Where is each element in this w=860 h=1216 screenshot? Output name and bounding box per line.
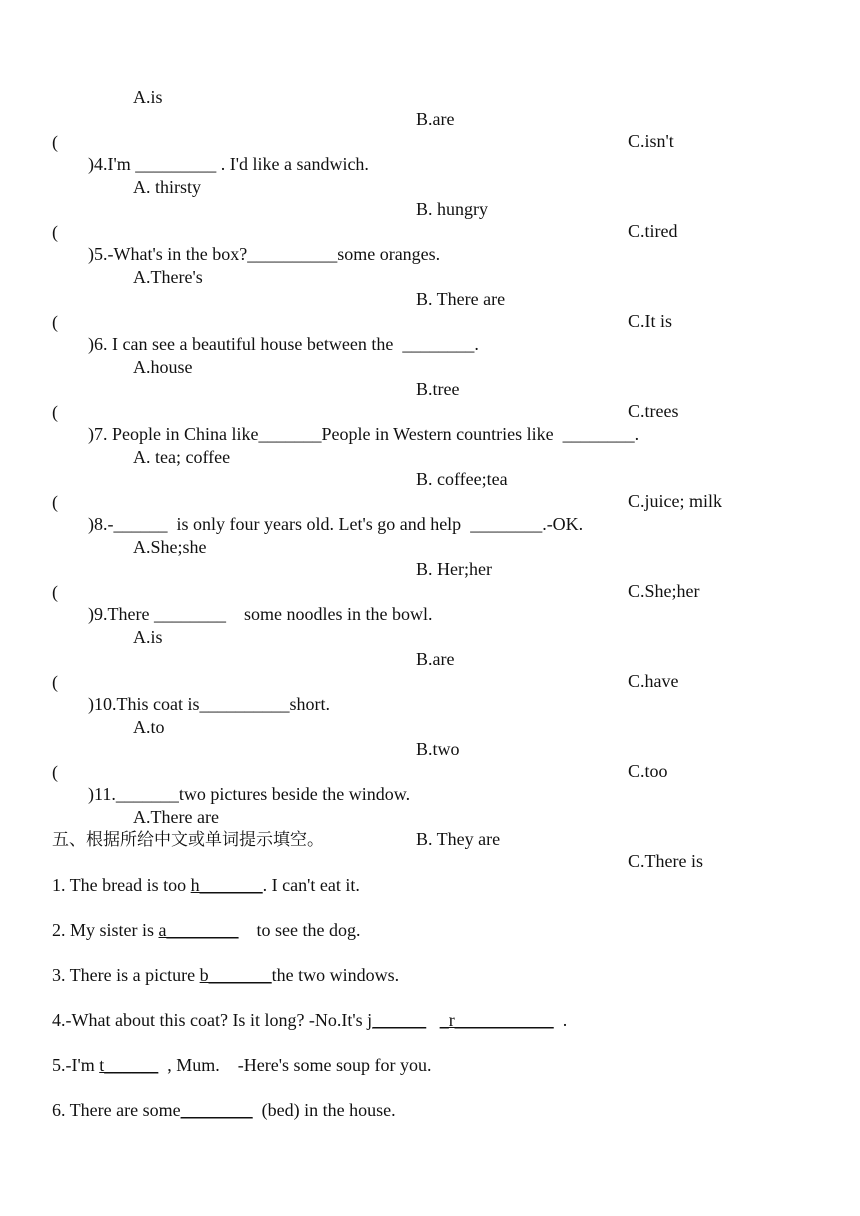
answer-blank-2[interactable]: ________: [470, 514, 543, 534]
item-text-end: (bed) in the house.: [252, 1100, 396, 1120]
q5-option-b[interactable]: B. There are: [416, 289, 506, 309]
item-text: 1. The bread is too: [52, 875, 191, 895]
fill-blank[interactable]: b_______: [199, 965, 272, 985]
q10-option-a[interactable]: A.to: [133, 717, 165, 737]
question-stem-end: .-OK.: [542, 514, 584, 534]
item-text: 4.-What about this coat? Is it long? -No.It's: [52, 1010, 368, 1030]
item-text: 2. My sister is: [52, 920, 159, 940]
fill-item-4: [52, 1009, 567, 1031]
item-text-end: .: [553, 1010, 568, 1030]
question-stem: )5.-What's in the box?: [88, 244, 248, 264]
fill-blank-1[interactable]: j______: [367, 1010, 427, 1030]
section-5-heading: 五、根据所给中文或单词提示填空。: [52, 830, 324, 850]
q5-option-a[interactable]: A.There's: [133, 267, 203, 287]
q6-option-a[interactable]: A.house: [133, 357, 193, 377]
item-text-end: to see the dog.: [238, 920, 361, 940]
answer-paren[interactable]: (: [52, 762, 58, 782]
q9-option-b[interactable]: B.are: [416, 649, 455, 669]
answer-blank[interactable]: __________: [247, 244, 338, 264]
q7-option-b[interactable]: B. coffee;tea: [416, 469, 508, 489]
q11-option-c[interactable]: C.There is: [628, 851, 703, 871]
answer-blank-1[interactable]: ______: [113, 514, 168, 534]
q7-option-c[interactable]: C.juice; milk: [628, 491, 722, 511]
q8-option-a[interactable]: A.She;she: [133, 537, 207, 557]
fill-item-5: [52, 1054, 431, 1076]
q5-option-c[interactable]: C.It is: [628, 311, 673, 331]
answer-blank[interactable]: _________: [135, 154, 217, 174]
answer-blank[interactable]: ________: [153, 604, 226, 624]
q4-option-a[interactable]: A. thirsty: [133, 177, 202, 197]
fill-item-6: [52, 1099, 396, 1121]
answer-paren[interactable]: (: [52, 222, 58, 242]
question-stem-middle: is only four years old. Let's go and help: [167, 514, 471, 534]
q9-option-c[interactable]: C.have: [628, 671, 679, 691]
answer-paren[interactable]: (: [52, 582, 58, 602]
item-text-end: the two windows.: [271, 965, 400, 985]
answer-paren[interactable]: (: [52, 402, 58, 422]
item-text: 5.-I'm: [52, 1055, 100, 1075]
question-stem-end: some oranges.: [337, 244, 441, 264]
fill-blank[interactable]: ________: [180, 1100, 253, 1120]
fill-item-1: [52, 874, 360, 896]
answer-paren[interactable]: (: [52, 312, 58, 332]
q10-option-c[interactable]: C.too: [628, 761, 668, 781]
answer-blank-2[interactable]: ________: [562, 424, 635, 444]
q4-option-b[interactable]: B. hungry: [416, 199, 488, 219]
fill-blank[interactable]: h_______: [190, 875, 263, 895]
answer-paren[interactable]: (: [52, 672, 58, 692]
q3-option-b[interactable]: B.are: [416, 109, 455, 129]
question-stem-end: two pictures beside the window.: [178, 784, 411, 804]
question-stem-end: some noodles in the bowl.: [225, 604, 433, 624]
q8-option-c[interactable]: C.She;her: [628, 581, 700, 601]
q6-option-b[interactable]: B.tree: [416, 379, 460, 399]
q11-option-a[interactable]: A.There are: [133, 807, 219, 827]
q4-option-c[interactable]: C.tired: [628, 221, 678, 241]
item-text: 6. There are some: [52, 1100, 181, 1120]
q9-option-a[interactable]: A.is: [133, 627, 163, 647]
question-stem: )10.This coat is: [88, 694, 200, 714]
fill-item-2: [52, 919, 361, 941]
question-stem: )8.-: [88, 514, 114, 534]
fill-blank-2[interactable]: _r___________: [439, 1010, 554, 1030]
question-stem: )6. I can see a beautiful house between the: [88, 334, 403, 354]
question-stem: )9.There: [88, 604, 154, 624]
answer-blank[interactable]: ________: [402, 334, 475, 354]
question-stem: )11.: [88, 784, 116, 804]
item-text-end: . I can't eat it.: [262, 875, 360, 895]
question-stem-end: . I'd like a sandwich.: [216, 154, 369, 174]
q8-option-b[interactable]: B. Her;her: [416, 559, 492, 579]
q6-option-c[interactable]: C.trees: [628, 401, 679, 421]
question-stem: )4.I'm: [88, 154, 136, 174]
fill-blank[interactable]: a________: [158, 920, 239, 940]
answer-blank[interactable]: _______: [115, 784, 179, 804]
answer-blank-1[interactable]: _______: [258, 424, 322, 444]
question-stem-end: .: [634, 424, 640, 444]
question-stem-middle: People in Western countries like: [321, 424, 563, 444]
item-text: 3. There is a picture: [52, 965, 200, 985]
q7-option-a[interactable]: A. tea; coffee: [133, 447, 231, 467]
q3-option-a[interactable]: A.is: [133, 87, 163, 107]
item-text-end: , Mum. -Here's some soup for you.: [158, 1055, 432, 1075]
q11-option-b[interactable]: B. They are: [416, 829, 501, 849]
answer-paren[interactable]: (: [52, 132, 58, 152]
item-text-middle: [426, 1010, 440, 1030]
q11-options-row: [0, 784, 860, 872]
fill-item-3: [52, 964, 399, 986]
q3-option-c[interactable]: C.isn't: [628, 131, 674, 151]
fill-blank[interactable]: t______: [99, 1055, 159, 1075]
question-stem-end: .: [474, 334, 479, 354]
q10-option-b[interactable]: B.two: [416, 739, 460, 759]
answer-paren[interactable]: (: [52, 492, 58, 512]
answer-blank[interactable]: __________: [199, 694, 290, 714]
question-stem-end: short.: [289, 694, 330, 714]
question-stem: )7. People in China like: [88, 424, 259, 444]
